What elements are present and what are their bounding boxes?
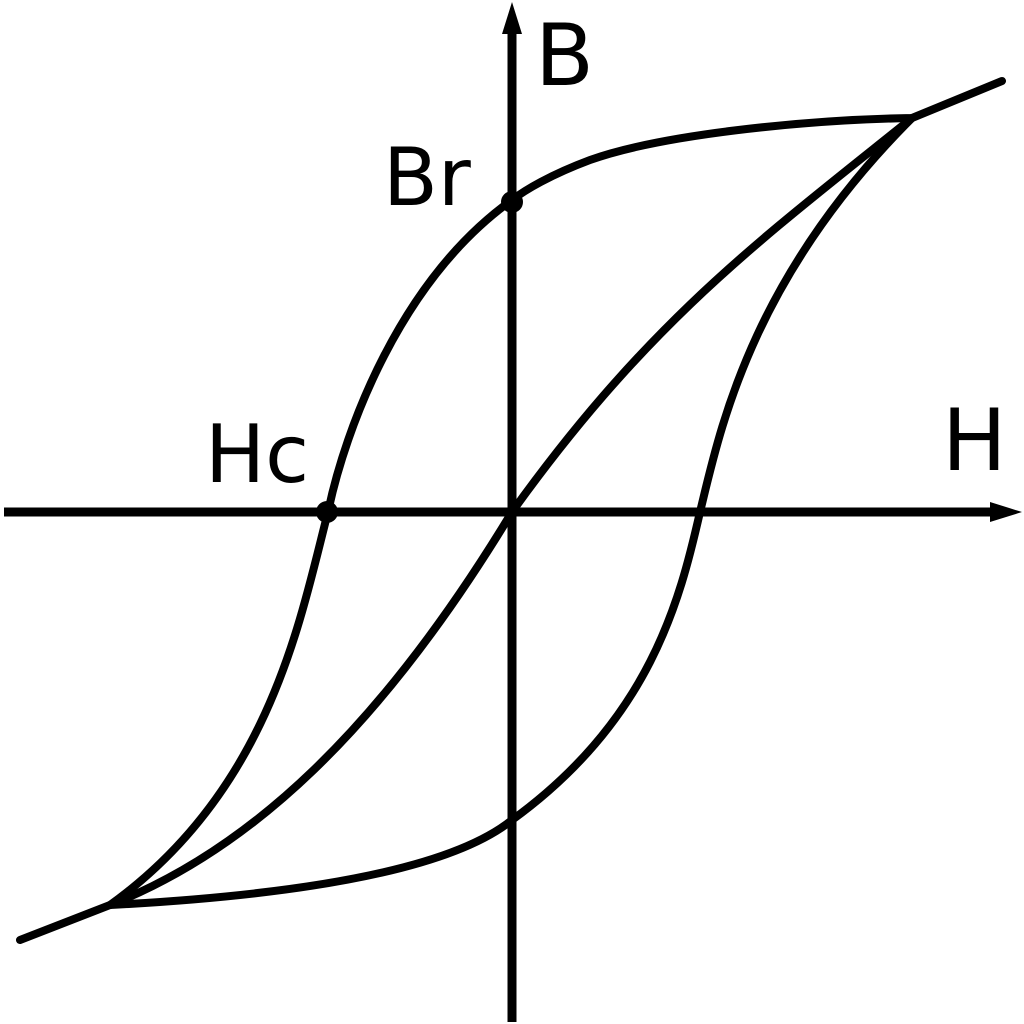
b-axis-arrowhead	[502, 2, 522, 34]
h-axis-label: H	[942, 391, 1007, 491]
remanence-label: Br	[383, 131, 471, 224]
h-axis-arrowhead	[990, 502, 1022, 522]
coercivity-point	[316, 501, 338, 523]
b-axis-label: B	[535, 6, 594, 106]
coercivity-label: Hc	[205, 408, 310, 501]
remanence-point	[501, 191, 523, 213]
